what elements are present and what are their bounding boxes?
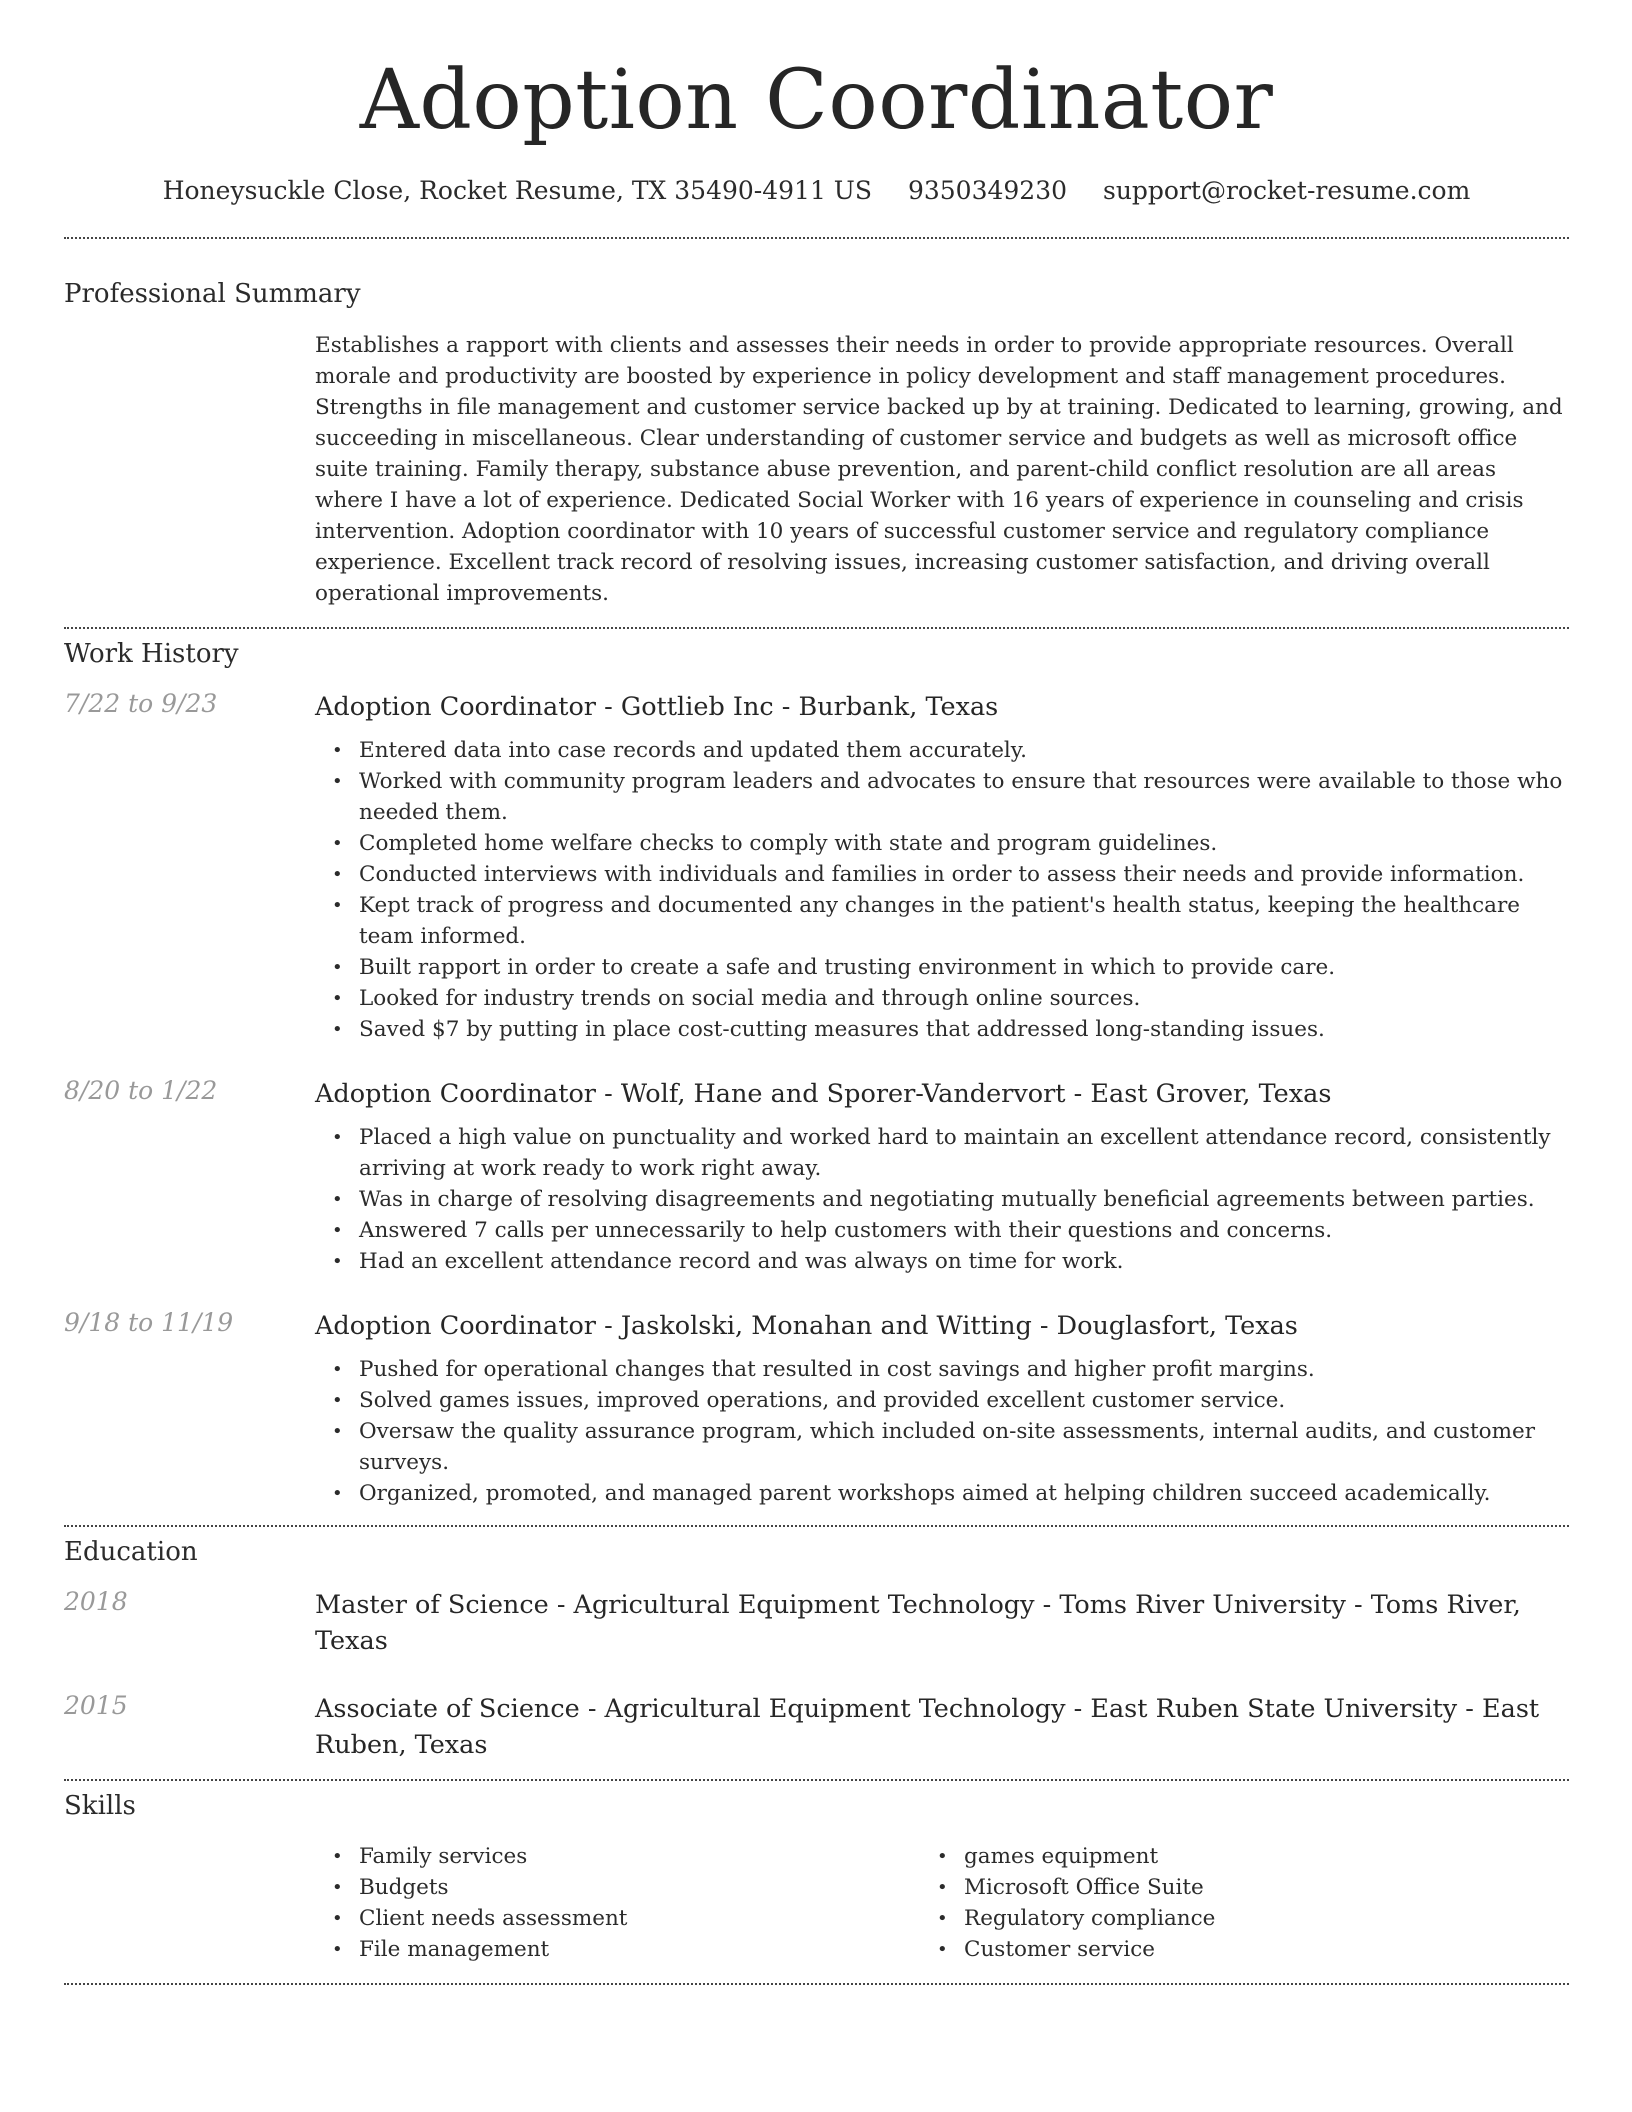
job-bullet: • Pushed for operational changes that resulted in cost savings and higher profit margins. — [359, 1354, 1569, 1385]
education-entry — [64, 1587, 1569, 1659]
skill-item: • Regulatory compliance — [964, 1903, 1569, 1934]
job-bullet: • Was in charge of resolving disagreements and negotiating mutually beneficial agreements between parties. — [359, 1184, 1569, 1215]
education-heading: Associate of Science - Agricultural Equipment Technology - East Ruben State University - East Ruben, Texas — [315, 1694, 1540, 1760]
job-bullet: • Conducted interviews with individuals and families in order to assess their needs and provide information. — [359, 859, 1569, 890]
skills-columns — [359, 1841, 1569, 1965]
job-bullet: • Worked with community program leaders and advocates to ensure that resources were available to those who needed them. — [359, 766, 1569, 828]
job-bullet: • Oversaw the quality assurance program, which included on-site assessments, internal audits, and customer surveys. — [359, 1416, 1569, 1478]
contact-phone: 9350349230 — [907, 176, 1068, 205]
job-bullet: • Organized, promoted, and managed parent workshops aimed at helping children succeed academically. — [359, 1478, 1569, 1509]
job-dates: 9/18 to 11/19 — [64, 1308, 234, 1337]
divider — [64, 1525, 1569, 1527]
job-bullet: • Solved games issues, improved operations, and provided excellent customer service. — [359, 1385, 1569, 1416]
job-bullet: • Placed a high value on punctuality and worked hard to maintain an excellent attendance record, consistently arriving at work ready to work right away. — [359, 1122, 1569, 1184]
job-bullet: • Completed home welfare checks to comply with state and program guidelines. — [359, 828, 1569, 859]
skill-item: • Microsoft Office Suite — [964, 1872, 1569, 1903]
job-bullet: • Kept track of progress and documented any changes in the patient's health status, keeping the healthcare team informed. — [359, 890, 1569, 952]
resume-page — [64, 0, 1569, 1985]
section-title-skills: Skills — [64, 1791, 136, 1821]
section-title-education: Education — [64, 1537, 198, 1567]
job-dates: 7/22 to 9/23 — [64, 689, 218, 718]
job-heading: Adoption Coordinator - Jaskolski, Monahan and Witting - Douglasfort, Texas — [315, 1311, 1298, 1341]
skill-item: • Customer service — [964, 1934, 1569, 1965]
skills-list-right — [964, 1841, 1569, 1965]
job-bullet: • Looked for industry trends on social media and through online sources. — [359, 983, 1569, 1014]
skill-item: • Family services — [359, 1841, 964, 1872]
job-bullets — [359, 1122, 1569, 1277]
divider — [64, 627, 1569, 629]
skill-item: • games equipment — [964, 1841, 1569, 1872]
contact-email: support@rocket-resume.com — [1102, 176, 1471, 205]
education-year: 2018 — [64, 1587, 128, 1616]
divider — [64, 1779, 1569, 1781]
summary-text: Establishes a rapport with clients and assesses their needs in order to provide appropriate resources. Overall morale and productivity are boosted by experience in policy development and staff management procedures. Strengths in file management and customer service backed up by at training. Dedicated to learning, growing, and succeeding in miscellaneous. Clear understanding of customer service and budgets as well as microsoft office suite training. Family therapy, substance abuse prevention, and parent-child conflict resolution are all areas where I have a lot of experience. Dedicated Social Worker with 16 years of experience in counseling and crisis intervention. Adoption coordinator with 10 years of successful customer service and regulatory compliance experience. Excellent track record of resolving issues, increasing customer satisfaction, and driving overall operational improvements. — [315, 333, 1563, 606]
job-bullet: • Had an excellent attendance record and was always on time for work. — [359, 1246, 1569, 1277]
job-heading: Adoption Coordinator - Wolf, Hane and Sporer-Vandervort - East Grover, Texas — [315, 1079, 1332, 1109]
skill-item: • File management — [359, 1934, 964, 1965]
education-year: 2015 — [64, 1691, 128, 1720]
job-bullet: • Entered data into case records and updated them accurately. — [359, 735, 1569, 766]
education-heading: Master of Science - Agricultural Equipment Technology - Toms River University - Toms River, Texas — [315, 1590, 1521, 1656]
job-entry — [64, 1308, 1569, 1509]
divider — [64, 1983, 1569, 1985]
education-entry — [64, 1691, 1569, 1763]
contact-address: Honeysuckle Close, Rocket Resume, TX 35490-4911 US — [162, 176, 873, 205]
skill-item: • Budgets — [359, 1872, 964, 1903]
job-bullet: • Answered 7 calls per unnecessarily to help customers with their questions and concerns. — [359, 1215, 1569, 1246]
contact-line — [64, 176, 1569, 205]
skills-list-left — [359, 1841, 964, 1965]
job-bullets — [359, 1354, 1569, 1509]
job-bullets — [359, 735, 1569, 1045]
skill-item: • Client needs assessment — [359, 1903, 964, 1934]
job-entry — [64, 689, 1569, 1045]
job-bullet: • Saved $7 by putting in place cost-cutting measures that addressed long-standing issues. — [359, 1014, 1569, 1045]
section-title-work: Work History — [64, 639, 239, 669]
section-title-summary: Professional Summary — [64, 279, 361, 309]
job-heading: Adoption Coordinator - Gottlieb Inc - Burbank, Texas — [315, 692, 999, 722]
job-entry — [64, 1076, 1569, 1277]
job-dates: 8/20 to 1/22 — [64, 1076, 218, 1105]
job-bullet: • Built rapport in order to create a safe and trusting environment in which to provide care. — [359, 952, 1569, 983]
resume-name: Adoption Coordinator — [359, 53, 1274, 148]
divider — [64, 237, 1569, 239]
